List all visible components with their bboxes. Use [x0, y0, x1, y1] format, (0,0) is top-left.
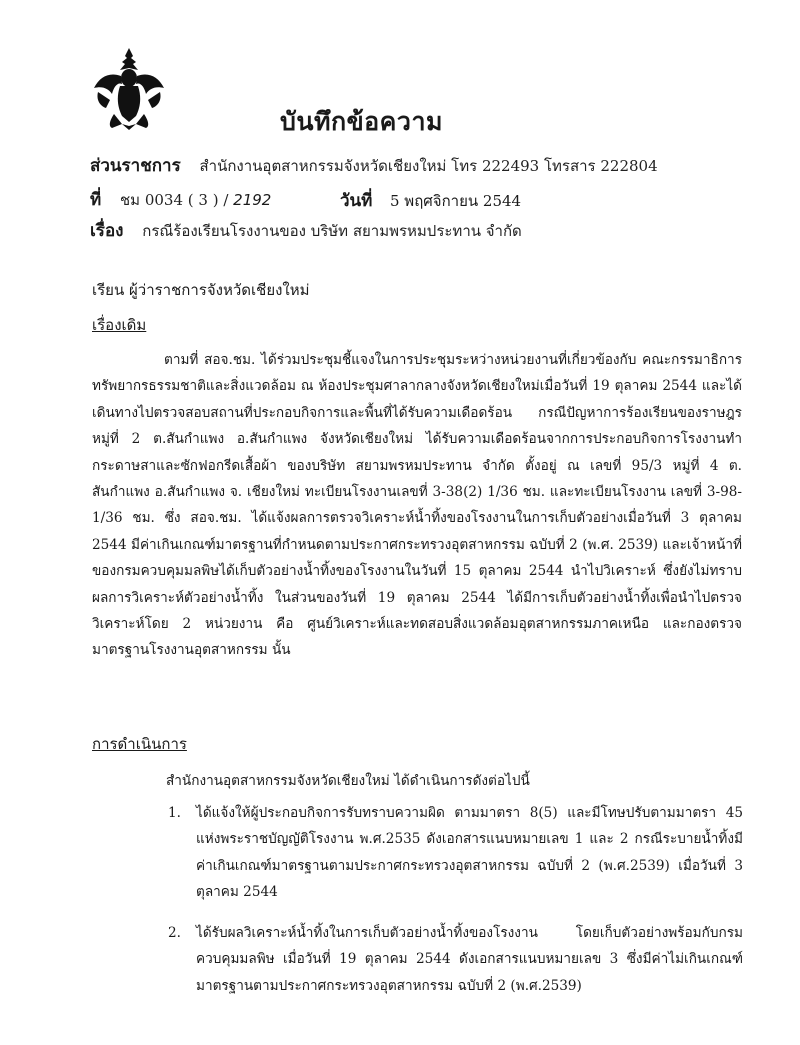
reference-label: ที่: [90, 190, 102, 210]
action-item-1: [168, 800, 743, 906]
date-label: วันที่: [340, 191, 373, 211]
salutation: เรียน ผู้ว่าราชการจังหวัดเชียงใหม่: [92, 281, 310, 299]
reference-value: ชม 0034 ( 3 ) /: [120, 191, 234, 209]
action-item-text: ได้รับผลวิเคราะห์น้ำทิ้งในการเก็บตัวอย่างน้ำทิ้งของโรงงาน โดยเก็บตัวอย่างพร้อมกับกรมควบคุมมลพิษ เมื่อวันที่ 19 ตุลาคม 2544 ดังเอกสารแนบหมายเลข 3 ซึ่งมีค่าไม่เกินเกณฑ์มาตรฐานตามประกาศกระทรวงอุตสาหกรรม ฉบับที่ 2 (พ.ศ.2539): [196, 925, 743, 994]
reference-handwritten-number: 2192: [233, 191, 272, 209]
background-heading: เรื่องเดิม: [92, 316, 147, 334]
department-value: สำนักงานอุตสาหกรรมจังหวัดเชียงใหม่ โทร 222493 โทรสาร 222804: [199, 157, 658, 175]
action-item-number: 2.: [168, 925, 181, 941]
reference-row: [90, 186, 271, 213]
subject-value: กรณีร้องเรียนโรงงานของ บริษัท สยามพรหมประทาน จำกัด: [142, 222, 522, 240]
action-item-number: 1.: [168, 805, 181, 821]
action-item-2: [168, 920, 743, 999]
actions-heading: การดำเนินการ: [92, 735, 187, 753]
department-label: ส่วนราชการ: [90, 156, 181, 176]
background-paragraph: ตามที่ สอจ.ชม. ได้ร่วมประชุมชี้แจงในการประชุมระหว่างหน่วยงานที่เกี่ยวข้องกับ คณะกรรมาธิการ ทรัพยากรธรรมชาติและสิ่งแวดล้อม ณ ห้องประชุมศาลากลางจังหวัดเชียงใหม่เมื่อวันที่ 19 ตุลาคม 2544 และได้เดินทางไปตรวจสอบสถานที่ประกอบกิจการและพื้นที่ได้รับความเดือดร้อน กรณีปัญหาการร้องเรียนของราษฎร หมู่ที่ 2 ต.สันกำแพง อ.สันกำแพง จังหวัดเชียงใหม่ ได้รับความเดือดร้อนจากการประกอบกิจการโรงงานทำกระดาษสาและซักฟอกรีดเสื้อผ้า ของบริษัท สยามพรหมประทาน จำกัด ตั้งอยู่ ณ เลขที่ 95/3 หมู่ที่ 4 ต. สันกำแพง อ.สันกำแพง จ. เชียงใหม่ ทะเบียนโรงงานเลขที่ 3-38(2) 1/36 ชม. และทะเบียนโรงงาน เลขที่ 3-98-1/36 ชม. ซึ่ง สอจ.ชม. ได้แจ้งผลการตรวจวิเคราะห์น้ำทิ้งของโรงงานในการเก็บตัวอย่างเมื่อวันที่ 3 ตุลาคม 2544 มีค่าเกินเกณฑ์มาตรฐานที่กำหนดตามประกาศกระทรวงอุตสาหกรรม ฉบับที่ 2 (พ.ศ. 2539) และเจ้าหน้าที่ของกรมควบคุมมลพิษได้เก็บตัวอย่างน้ำทิ้งของโรงงานในวันที่ 15 ตุลาคม 2544 นำไปวิเคราะห์ ซึ่งยังไม่ทราบผลการวิเคราะห์ตัวอย่างน้ำทิ้ง ในส่วนของวันที่ 19 ตุลาคม 2544 ได้มีการเก็บตัวอย่างน้ำทิ้งเพื่อนำไปตรวจวิเคราะห์โดย 2 หน่วยงาน คือ ศูนย์วิเคราะห์และทดสอบสิ่งแวดล้อมอุตสาหกรรมภาคเหนือ และกองตรวจมาตรฐานโรงงานอุตสาหกรรม นั้น: [92, 352, 742, 659]
actions-intro: สำนักงานอุตสาหกรรมจังหวัดเชียงใหม่ ได้ดำเนินการดังต่อไปนี้: [166, 773, 530, 789]
department-row: [90, 152, 658, 179]
subject-row: [90, 217, 522, 244]
subject-label: เรื่อง: [90, 221, 124, 241]
garuda-emblem-icon: [92, 44, 166, 130]
memo-title: บันทึกข้อความ: [280, 107, 443, 136]
action-item-text: ได้แจ้งให้ผู้ประกอบกิจการรับทราบความผิด ตามมาตรา 8(5) และมีโทษปรับตามมาตรา 45 แห่งพระราชบัญญัติโรงงาน พ.ศ.2535 ดังเอกสารแนบหมายเลข 1 และ 2 กรณีระบายน้ำทิ้งมีค่าเกินเกณฑ์มาตรฐานตามประกาศกระทรวงอุตสาหกรรม ฉบับที่ 2 (พ.ศ.2539) เมื่อวันที่ 3 ตุลาคม 2544: [196, 805, 743, 901]
date-value: 5 พฤศจิกายน 2544: [390, 192, 522, 210]
